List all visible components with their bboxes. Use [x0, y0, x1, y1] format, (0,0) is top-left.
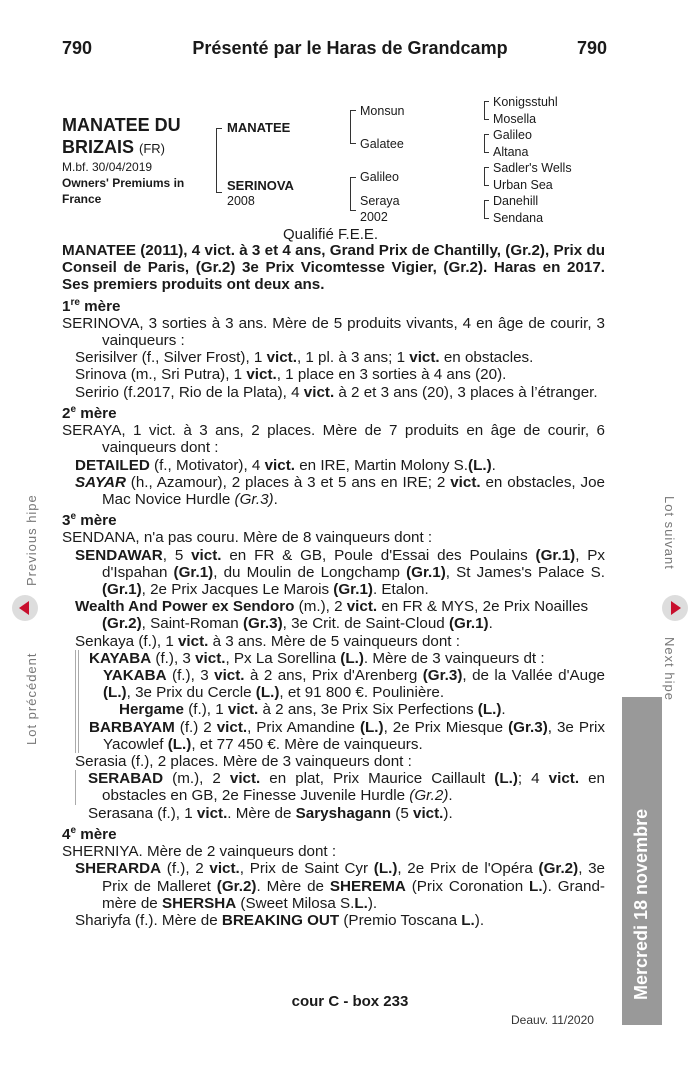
text: , 1 pl. à 3 ans; 1	[296, 349, 410, 367]
text: ).	[474, 911, 485, 929]
group: (Gr.2)	[538, 860, 579, 878]
text: en obstacles en GB, 2e Finesse Juvenile Hurdle	[102, 770, 605, 805]
listed: (L.)	[340, 649, 364, 667]
text: , Prix de Saint Cyr	[239, 860, 374, 878]
pedigree-dam-year: 2008	[227, 194, 255, 208]
text: ).	[367, 894, 378, 912]
horse-name: SHEREMA	[329, 877, 406, 895]
text: . Etalon.	[372, 581, 429, 599]
text: Seririo (f.2017, Rio de la Plata), 4	[75, 383, 304, 401]
text: , 2e Prix Miesque	[383, 718, 509, 736]
qualification: Qualifié F.E.E.	[283, 226, 379, 243]
previous-button[interactable]	[12, 595, 38, 621]
text: , et 91 800 €. Poulinière.	[279, 684, 445, 702]
horse-name: DETAILED	[75, 456, 150, 474]
horse-name: MANATEE DU	[62, 115, 181, 135]
pedigree-g3: Sadler's Wells	[493, 161, 572, 175]
text: , 1 place en 3 sorties à 4 ans (20).	[276, 366, 507, 384]
text: à 3 ans. Mère de 5 vainqueurs dont :	[208, 632, 460, 650]
text: , Prix Amandine	[247, 718, 360, 736]
pedigree-g3: Sendana	[493, 211, 544, 225]
listed: L.	[461, 911, 475, 929]
text: (m.), 2	[294, 598, 347, 616]
produce-serasana	[62, 805, 605, 822]
text: , 3e Prix du Cercle	[126, 684, 256, 702]
horse-name: BARBAYAM	[89, 718, 175, 736]
heading-sup: re	[70, 296, 80, 308]
pedigree-bracket	[216, 128, 222, 193]
produce-barbayam	[79, 719, 605, 753]
lot-suivant-link[interactable]: Lot suivant	[662, 496, 677, 570]
owners-premium: Owners' Premiums in France	[62, 176, 185, 206]
produce-detailed: DETAILED (f., Motivator), 4 vict. en IRE, Martin Molony S.(L.).	[75, 456, 496, 474]
produce-senkaya	[62, 633, 605, 650]
arrow-right-icon	[662, 595, 688, 621]
text: (f.), 2	[161, 860, 210, 878]
text: en FR & GB, Poule d'Essai des Poulains	[221, 546, 536, 564]
dam-intro: SHERNIYA. Mère de 2 vainqueurs dont :	[62, 843, 337, 861]
produce-wealth-and-power	[62, 598, 605, 632]
text: (h., Azamour), 2 places à 3 et 5 ans en IRE; 2	[125, 473, 451, 491]
pedigree-g3: Galileo	[493, 128, 532, 142]
heading-sup: e	[70, 824, 77, 836]
pedigree-bracket	[484, 101, 489, 120]
vict: vict.	[409, 349, 440, 367]
section-heading-2	[62, 401, 605, 422]
previous-hipe-link[interactable]: Previous hipe	[24, 494, 39, 586]
horse-name: Saryshagann	[295, 804, 392, 822]
pedigree-bracket	[484, 200, 489, 219]
vict: vict.	[227, 701, 259, 719]
text: , 3e Crit. de Saint-Cloud	[282, 615, 449, 633]
pedigree-g3: Konigsstuhl	[493, 95, 558, 109]
vict: vict.	[450, 473, 481, 491]
text: Srinova (m., Sri Putra), 1	[75, 366, 247, 384]
dam-intro: SERINOVA, 3 sorties à 3 ans. Mère de 5 produits vivants, 4 en âge de courir, 3 vainqueurs :	[62, 314, 605, 350]
heading-suffix: mère	[76, 512, 117, 530]
vict: vict.	[191, 546, 222, 564]
horse-name-part: BRIZAIS	[62, 137, 134, 157]
text: , 5	[162, 546, 192, 564]
pedigree-g3: Danehill	[493, 194, 539, 208]
produce-seririo	[62, 384, 605, 401]
horse-name: Hergame	[119, 701, 184, 719]
horse-origin: (FR)	[139, 141, 166, 156]
vict: vict.	[216, 718, 248, 736]
text: Serisilver (f., Silver Frost), 1	[75, 349, 267, 367]
text: (Premio Toscana	[339, 911, 462, 929]
listed: (L.)	[255, 684, 280, 702]
text: (f.), 3	[151, 649, 196, 667]
pedigree-notes	[62, 242, 605, 929]
vict: vict.	[195, 649, 226, 667]
text: ; 4	[517, 770, 549, 788]
listed: (L.)	[373, 860, 398, 878]
listed: L.	[529, 877, 543, 895]
listed: (L.)	[103, 684, 127, 702]
pedigree-g3: Altana	[493, 145, 529, 159]
text: .	[501, 701, 506, 719]
horse-description: M.bf. 30/04/2019	[62, 160, 153, 174]
section-heading-3	[62, 508, 605, 529]
produce-sherarda	[62, 860, 605, 912]
text: , 2e Prix de l'Opéra	[397, 860, 539, 878]
heading-number: 4	[62, 825, 71, 843]
text: (Sweet Milosa S.	[236, 894, 355, 912]
produce-sendawar	[62, 547, 605, 599]
listed: (L.)	[167, 735, 192, 753]
group: (Gr.3)	[242, 615, 283, 633]
heading-number: 2	[62, 404, 71, 422]
text: , St James's Palace S.	[445, 563, 605, 581]
text: (f., Motivator), 4	[149, 456, 265, 474]
text: , 3e Prix de Malleret	[102, 860, 605, 895]
produce-serisilver	[62, 349, 605, 366]
day-label: Mercredi 18 novembre	[631, 808, 651, 1000]
pedigree-bracket	[350, 177, 356, 211]
lot-number-left: 790	[62, 38, 93, 58]
pedigree-sire-sire: Monsun	[360, 104, 405, 118]
pedigree-bracket	[484, 134, 489, 153]
pedigree-dam-dam: Seraya	[360, 194, 400, 208]
produce-sayar	[62, 474, 605, 508]
text: , 3e Prix Yacowlef	[103, 718, 605, 753]
heading-number: 1	[62, 297, 71, 315]
text: ).	[443, 804, 453, 822]
heading-suffix: mère	[76, 825, 117, 843]
pedigree-sire: MANATEE	[227, 120, 291, 135]
vict: vict.	[246, 366, 277, 384]
produce-hergame	[79, 701, 605, 718]
group: (Gr.1)	[535, 546, 576, 564]
next-hipe-link[interactable]: Next hipe	[662, 637, 677, 701]
vict: vict.	[196, 804, 228, 822]
group: (Gr.1)	[333, 581, 373, 599]
heading-suffix: mère	[76, 404, 117, 422]
text: , de la Vallée d'Auge	[462, 667, 605, 685]
text: ). Grand-mère de	[102, 877, 605, 912]
group: (Gr.3)	[422, 667, 463, 685]
text: .	[448, 787, 453, 805]
pedigree-g3: Urban Sea	[493, 178, 553, 192]
group: (Gr.3)	[508, 718, 548, 736]
heading-sup: e	[70, 403, 77, 415]
pedigree-bracket	[350, 110, 356, 144]
horse-name: Wealth And Power ex Sendoro	[75, 598, 295, 616]
text: .	[488, 615, 493, 633]
vict: vict.	[266, 349, 297, 367]
horse-name: SHERARDA	[75, 860, 162, 878]
dam-intro: SENDANA, n'a pas couru. Mère de 8 vainqueurs dont :	[62, 529, 433, 547]
group: (Gr.2)	[102, 615, 142, 633]
vict: vict.	[229, 770, 261, 788]
listed: (L.)	[468, 456, 492, 474]
text: en obstacles, Joe Mac Novice Hurdle	[102, 473, 606, 508]
vict: vict.	[209, 860, 240, 878]
listed: (L.)	[359, 718, 384, 736]
group: (Gr.1)	[448, 615, 489, 633]
horse-name: KAYABA	[89, 649, 152, 667]
text: à 2 ans, Prix d'Arenberg	[244, 667, 423, 685]
text: (f.), 3	[166, 667, 215, 685]
group: (Gr.2)	[409, 787, 449, 805]
horse-name: SHERSHA	[161, 894, 237, 912]
text: , Px La Sorellina	[225, 649, 341, 667]
horse-name: YAKABA	[103, 667, 167, 685]
produce-shariyfa	[62, 912, 605, 929]
horse-name: BREAKING OUT	[221, 911, 340, 929]
pedigree-dam: SERINOVA	[227, 178, 294, 193]
text: , 2e Prix Jacques Le Marois	[141, 581, 334, 599]
listed: (L.)	[477, 701, 502, 719]
lot-number-right: 790	[577, 38, 608, 58]
vict: vict.	[303, 383, 335, 401]
text: .	[273, 490, 278, 508]
text: Senkaya (f.), 1	[75, 632, 178, 650]
vict: vict.	[413, 804, 444, 822]
text: , et 77 450 €. Mère de vainqueurs.	[191, 735, 423, 753]
text: Serasana (f.), 1	[88, 804, 197, 822]
vict: vict.	[214, 667, 245, 685]
section-heading-1	[62, 294, 605, 315]
horse-name: SENDAWAR	[75, 546, 163, 564]
horse-name: SAYAR	[75, 473, 126, 491]
text: , du Moulin de Longchamp	[213, 563, 407, 581]
heading-suffix: mère	[79, 297, 121, 315]
box-location: cour C - box 233	[291, 993, 409, 1010]
listed: (L.)	[494, 770, 518, 788]
group: (Gr.3)	[234, 490, 274, 508]
text: . Mère de 3 vainqueurs dt :	[363, 649, 545, 667]
text: en obstacles.	[439, 349, 534, 367]
text: Shariyfa (f.). Mère de	[75, 911, 222, 929]
heading-number: 3	[62, 512, 71, 530]
vict: vict.	[548, 770, 580, 788]
produce-serabad	[76, 770, 605, 804]
text: (m.), 2	[163, 770, 230, 788]
dam-intro: SERAYA, 1 vict. à 3 ans, 2 places. Mère de 7 produits en âge de courir, 6 vainqueurs dont :	[62, 422, 605, 457]
text: à 2 et 3 ans (20), 3 places à l’étranger.	[334, 383, 598, 401]
senkaya-produce-inner	[78, 650, 605, 753]
serasia-produce	[75, 770, 605, 804]
text: , Saint-Roman	[141, 615, 243, 633]
pedigree-dam-sire: Galileo	[360, 170, 399, 184]
heading-sup: e	[70, 511, 77, 523]
pedigree-bracket	[484, 167, 489, 186]
vict: vict.	[264, 456, 295, 474]
horse-name-line2	[62, 137, 165, 158]
produce-serasia: Serasia (f.), 2 places. Mère de 3 vainqueurs dont :	[75, 753, 412, 771]
text: . Mère de	[256, 877, 330, 895]
section-heading-4	[62, 822, 605, 843]
vict: vict.	[177, 632, 209, 650]
text: (Prix Coronation	[405, 877, 530, 895]
pedigree-dam-dam-year: 2002	[360, 210, 388, 224]
text: , Px d'Ispahan	[102, 546, 605, 581]
produce-kayaba	[79, 650, 605, 667]
senkaya-produce	[75, 650, 605, 753]
pedigree-g3: Mosella	[493, 112, 537, 126]
sale-reference: Deauv. 11/2020	[511, 1013, 594, 1027]
sire-record: MANATEE (2011), 4 vict. à 3 et 4 ans, Grand Prix de Chantilly, (Gr.2), Prix du Conseil de Paris, (Gr.2) 3e Prix Vicomtesse Vigier, (Gr.2). Haras en 2017. Ses premiers produits ont deux ans.	[62, 242, 605, 294]
vict: vict.	[346, 598, 378, 616]
listed: L.	[354, 894, 368, 912]
group: (Gr.1)	[406, 563, 446, 581]
lot-precedent-link[interactable]: Lot précédent	[24, 652, 39, 745]
text: (5	[391, 804, 414, 822]
arrow-left-icon	[12, 595, 38, 621]
text: en IRE, Martin Molony S.	[294, 456, 469, 474]
text: en plat, Prix Maurice Caillault	[260, 770, 495, 788]
text: . Mère de	[227, 804, 296, 822]
group: (Gr.2)	[216, 877, 257, 895]
page-title: Présenté par le Haras de Grandcamp	[192, 38, 508, 58]
produce-yakaba	[79, 667, 605, 701]
text: à 2 ans, 3e Prix Six Perfections	[258, 701, 478, 719]
text: en FR & MYS, 2e Prix Noailles	[377, 598, 589, 616]
text: (f.), 1	[184, 701, 228, 719]
horse-name: SERABAD	[88, 770, 164, 788]
next-button[interactable]	[662, 595, 688, 621]
text: (f.) 2	[174, 718, 217, 736]
group: (Gr.1)	[173, 563, 214, 581]
pedigree-sire-dam: Galatee	[360, 137, 404, 151]
produce-srinova	[62, 366, 605, 383]
group: (Gr.1)	[102, 581, 142, 599]
